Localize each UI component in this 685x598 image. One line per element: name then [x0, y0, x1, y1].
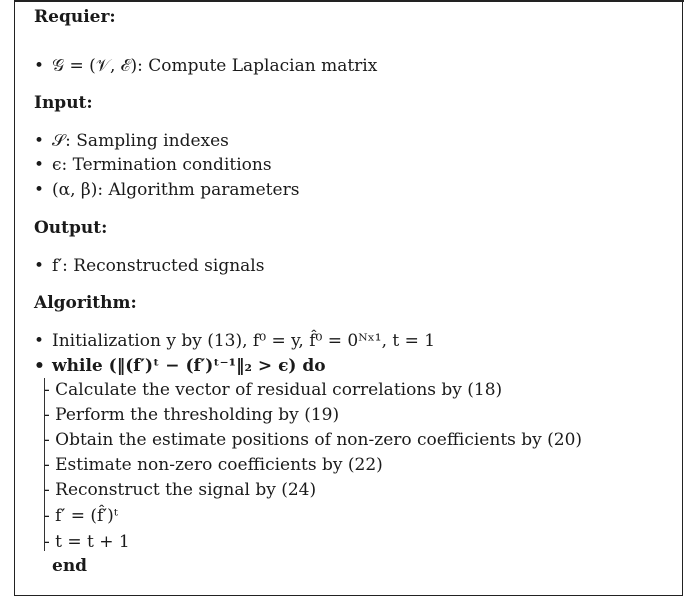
- bullet-icon: •: [34, 155, 45, 175]
- algo-step-5: - Reconstruct the signal by (24): [44, 480, 317, 500]
- require-item: • 𝒢 = (𝒱, ℰ): Compute Laplacian matrix: [34, 56, 378, 76]
- bullet-icon: •: [34, 180, 45, 200]
- bullet-icon: •: [34, 56, 45, 76]
- algo-end: end: [52, 556, 88, 576]
- bullet-icon: •: [34, 131, 45, 151]
- algorithm-heading: Algorithm:: [34, 293, 137, 313]
- input-item-termination: • ϵ: Termination conditions: [34, 155, 272, 175]
- algo-step-3: - Obtain the estimate positions of non-zero coefficients by (20): [44, 430, 583, 450]
- require-heading: Requier:: [34, 7, 116, 27]
- algo-step-2: - Perform the thresholding by (19): [44, 405, 340, 425]
- input-item-parameters: • (α, β): Algorithm parameters: [34, 180, 300, 200]
- bullet-icon: •: [34, 256, 45, 276]
- algo-step-1: - Calculate the vector of residual correlations by (18): [44, 380, 503, 400]
- input-heading: Input:: [34, 93, 93, 113]
- algo-init: • Initialization y by (13), f⁰ = y, f̂⁰ = 0ᴺˣ¹, t = 1: [34, 331, 436, 351]
- input-item-sampling: • 𝒮: Sampling indexes: [34, 131, 229, 151]
- algo-step-7: - t = t + 1: [44, 532, 130, 552]
- algo-step-4: - Estimate non-zero coefficients by (22): [44, 455, 383, 475]
- algo-while: • while (‖(f′)ᵗ − (f′)ᵗ⁻¹‖₂ > ϵ) do: [34, 356, 326, 376]
- output-heading: Output:: [34, 218, 108, 238]
- output-item: • f′: Reconstructed signals: [34, 256, 265, 276]
- bullet-icon: •: [34, 356, 45, 376]
- algo-step-6: - f′ = (f̂′)ᵗ: [44, 506, 118, 526]
- bullet-icon: •: [34, 331, 45, 351]
